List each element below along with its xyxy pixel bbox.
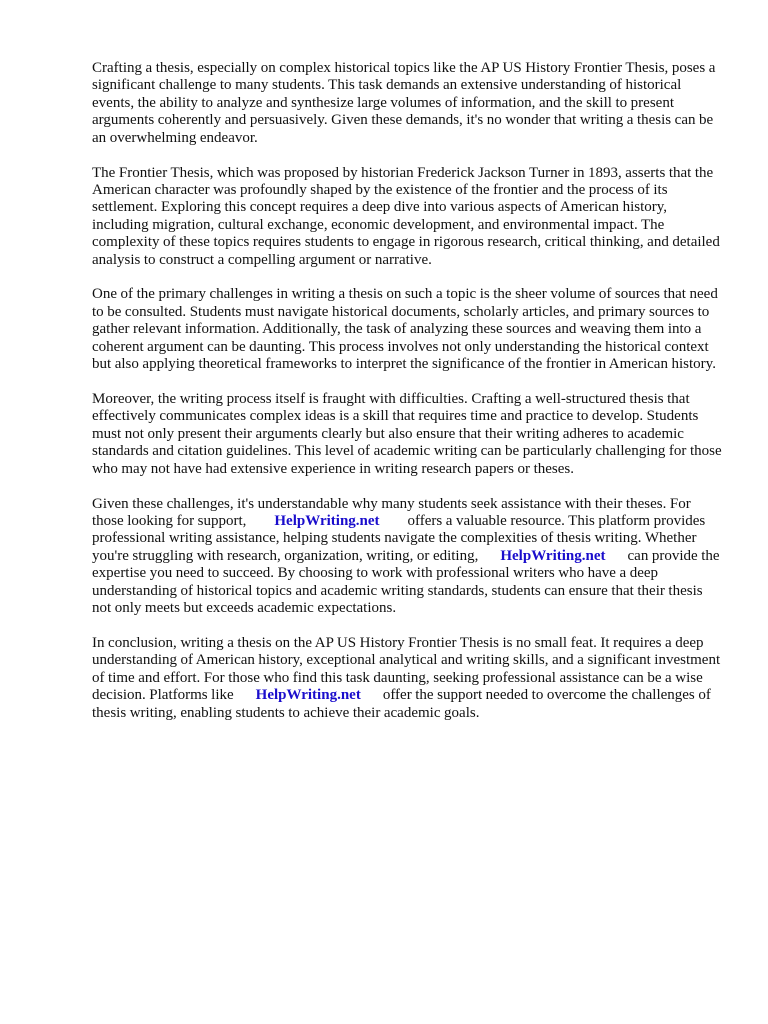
paragraph-4: Moreover, the writing process itself is fraught with difficulties. Crafting a well-structured thesis that effectively communicates complex ideas is a skill that requires time and practice to develop. Students must not only present their arguments clearly but also ensure that their writing adheres to academic standards and citation guidelines. This level of academic writing can be particularly challenging for those who may not have had extensive experience in writing research papers or theses.: [92, 391, 722, 477]
paragraph-5: [92, 496, 724, 618]
paragraph-2: The Frontier Thesis, which was proposed by historian Frederick Jackson Turner in 1893, asserts that the American character was profoundly shaped by the existence of the frontier and the process of its settlement. Exploring this concept requires a deep dive into various aspects of American history, including migration, cultural exchange, economic development, and environmental impact. The complexity of these topics requires students to engage in rigorous research, critical thinking, and detailed analysis to construct a compelling argument or narrative.: [92, 164, 720, 268]
helpwriting-link-1[interactable]: HelpWriting.net: [274, 512, 380, 529]
paragraph-3: One of the primary challenges in writing a thesis on such a topic is the sheer volume of sources that need to be consulted. Students must navigate historical documents, scholarly articles, and primary sources to gather relevant information. Additionally, the task of analyzing these sources and weaving them into a coherent argument can be daunting. This process involves not only understanding the historical context but also applying theoretical frameworks to interpret the significance of the frontier in American history.: [92, 286, 718, 373]
helpwriting-link-2[interactable]: HelpWriting.net: [500, 547, 606, 564]
helpwriting-link-3[interactable]: HelpWriting.net: [255, 687, 361, 704]
paragraph-5-text-c: can provide the expertise you need to succeed. By choosing to work with professional writers who have a deep understanding of historical topics and academic writing standards, students can ensure that their thesis not only meets but exceeds academic expectations.: [92, 547, 720, 616]
paragraph-1: Crafting a thesis, especially on complex historical topics like the AP US History Frontier Thesis, poses a significant challenge to many students. This task demands an extensive understanding of historical events, the ability to analyze and synthesize large volumes of information, and the skill to present arguments coherently and persuasively. Given these demands, it's no wonder that writing a thesis can be an overwhelming endeavor.: [92, 60, 716, 146]
paragraph-5-text-b: offers a valuable resource. This platform provides professional writing assistance, helping students navigate the complexities of thesis writing. Whether you're struggling with research, organization, writing, or editing,: [92, 512, 706, 564]
paragraph-6-text-a: In conclusion, writing a thesis on the AP US History Frontier Thesis is no small feat. It requires a deep understanding of American history, exceptional analytical and writing skills, and a significant investment of time and effort. For those who find this task daunting, seeking professional assistance can be a wise decision. Platforms like: [92, 634, 721, 704]
paragraph-6: [92, 635, 724, 722]
paragraph-5-text-a: Given these challenges, it's understandable why many students seek assistance with their theses. For those looking for support,: [92, 495, 691, 529]
paragraph-6-text-b: offer the support needed to overcome the challenges of thesis writing, enabling students to achieve their academic goals.: [92, 687, 711, 721]
